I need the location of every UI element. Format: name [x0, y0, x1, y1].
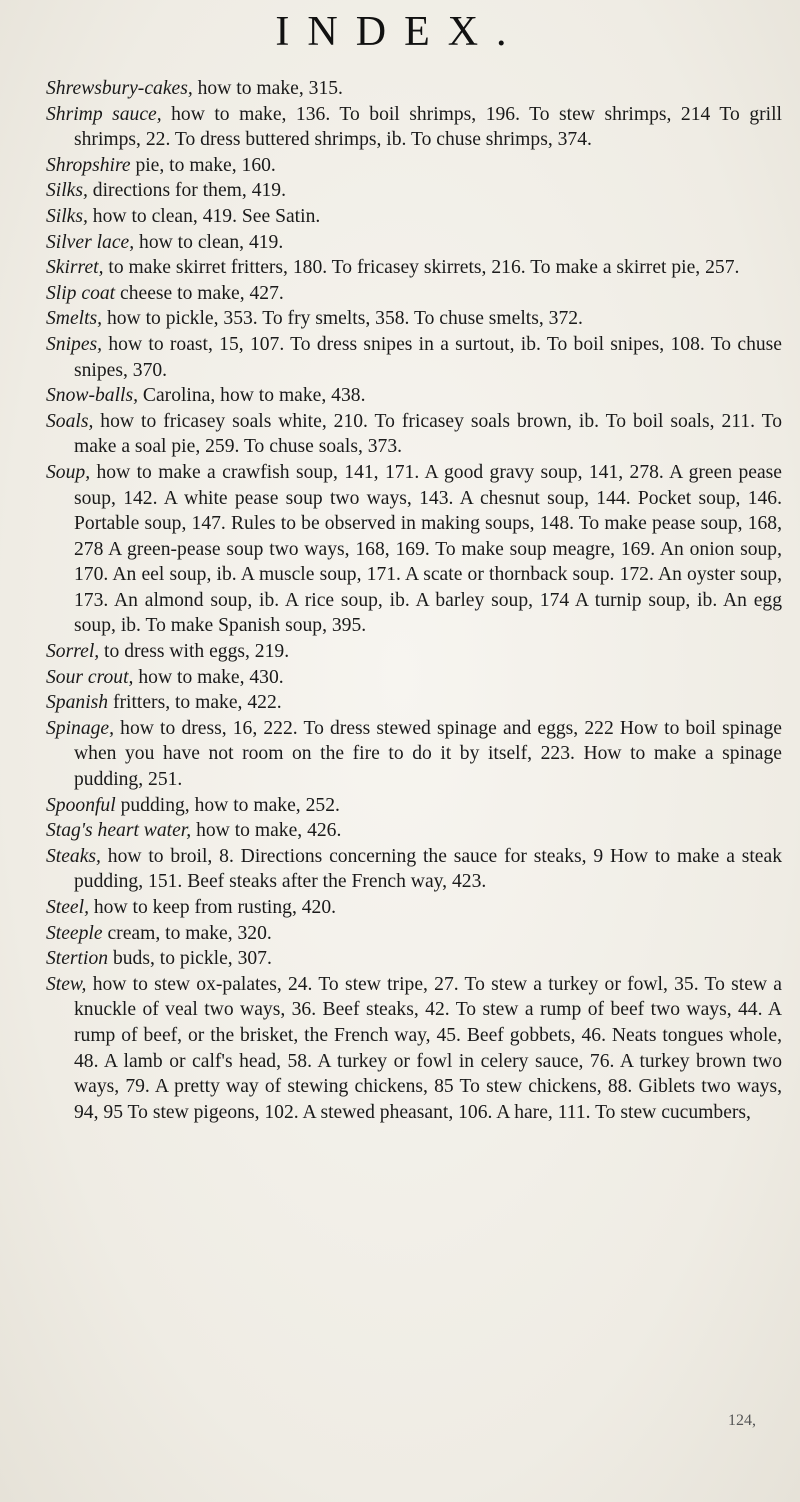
entry-text: how to make, 315.	[192, 78, 343, 99]
entry-heading: Smelts,	[46, 308, 103, 330]
entry-text: how to pickle, 353. To fry smelts, 358. To chuse smelts, 372.	[102, 308, 583, 330]
entry-text: to dress with eggs, 219.	[99, 641, 290, 663]
index-entry	[46, 639, 782, 665]
entry-heading: Shropshire	[46, 154, 131, 176]
index-entry	[46, 332, 782, 383]
entry-heading: Spoonful	[46, 794, 116, 816]
page-header: INDEX.	[275, 9, 525, 55]
index-entry	[46, 921, 782, 947]
entry-heading: Stag's heart water,	[46, 820, 192, 842]
entry-heading: Steaks,	[46, 845, 101, 867]
entry-heading: Slip coat	[46, 282, 116, 304]
entry-text: how to keep from rusting, 420.	[88, 897, 337, 918]
index-entry	[46, 102, 782, 153]
entry-heading: Spanish	[46, 692, 109, 714]
entry-heading: Sour crout,	[46, 666, 134, 688]
index-entry	[46, 281, 782, 307]
entry-text: buds, to pickle, 307.	[108, 948, 272, 970]
index-entry	[46, 153, 782, 179]
entry-heading: Silks,	[46, 205, 88, 227]
index-entry	[46, 255, 782, 281]
entry-heading: Skirret,	[46, 257, 104, 279]
index-entry	[46, 204, 782, 230]
entry-text: how to make, 426.	[191, 820, 342, 842]
entry-text: directions for them, 419.	[87, 180, 286, 202]
entry-heading: Snow-balls,	[46, 385, 138, 407]
entry-text: how to make, 136. To boil shrimps, 196. To stew shrimps, 214 To grill shrimps, 22. To dress buttered shrimps, ib. To chuse shrimps, 374.	[74, 103, 782, 151]
entry-text: how to clean, 419. See Satin.	[87, 205, 321, 227]
entry-heading: Steel,	[46, 897, 89, 918]
entry-text: cheese to make, 427.	[115, 282, 284, 304]
index-entry	[46, 230, 782, 256]
entry-text: Carolina, how to make, 438.	[138, 385, 366, 407]
entry-text: how to make, 430.	[133, 666, 284, 688]
entry-heading: Spinage,	[46, 717, 115, 739]
index-entry	[46, 716, 782, 793]
index-entry	[46, 178, 782, 204]
entry-heading: Soup,	[46, 461, 91, 483]
index-entry	[46, 383, 782, 409]
entry-text: to make skirret fritters, 180. To fricasey skirrets, 216. To make a skirret pie, 257.	[103, 257, 740, 279]
index-entry	[46, 844, 782, 895]
entry-heading: Steeple	[46, 922, 103, 944]
entry-heading: Sorrel,	[46, 641, 100, 663]
index-entry	[46, 306, 782, 332]
entry-text: how to clean, 419.	[134, 231, 284, 253]
entry-heading: Soals,	[46, 410, 94, 432]
index-entry	[46, 895, 782, 921]
entry-heading: Silver lace,	[46, 231, 135, 253]
entry-text: how to roast, 15, 107. To dress snipes in a surtout, ib. To boil snipes, 108. To chuse snipes, 370.	[74, 333, 782, 381]
entry-text: how to dress, 16, 222. To dress stewed spinage and eggs, 222 How to boil spinage when you have not room on the fire to do it by itself, 223. How to make a spinage pudding, 251.	[74, 717, 782, 791]
entry-text: how to make a crawfish soup, 141, 171. A good gravy soup, 141, 278. A green pease soup, 142. A white pease soup two ways, 143. A chesnut soup, 144. Pocket soup, 146. Portable soup, 147. Rules to be observed in making soups, 148. To make pease soup, 168, 278 A green-pease soup two ways, 168, 169. To make soup meagre, 169. An onion soup, 170. An eel soup, ib. A muscle soup, 171. A scate or thornback soup. 172. An oyster soup, 173. An almond soup, ib. A rice soup, ib. A barley soup, 174 A turnip soup, ib. An egg soup, ib. To make Spanish soup, 395.	[74, 461, 782, 637]
entry-text: how to fricasey soals white, 210. To fricasey soals brown, ib. To boil soals, 211. To make a soal pie, 259. To chuse soals, 373.	[74, 410, 782, 458]
entry-text: pie, to make, 160.	[130, 154, 276, 176]
entry-text: pudding, how to make, 252.	[115, 794, 340, 816]
entry-heading: Stew,	[46, 973, 87, 995]
index-entry	[46, 818, 782, 844]
index-entry	[46, 972, 782, 1126]
entry-heading: Shrewsbury-cakes,	[46, 78, 193, 99]
index-entry	[46, 793, 782, 819]
index-entry	[46, 460, 782, 639]
index-entry	[46, 76, 782, 102]
entry-heading: Shrimp sauce,	[46, 103, 162, 125]
entry-heading: Silks,	[46, 180, 88, 202]
index-entry	[46, 665, 782, 691]
index-entry	[46, 946, 782, 972]
entry-text: how to stew ox-palates, 24. To stew tripe, 27. To stew a turkey or fowl, 35. To stew a knuckle of veal two ways, 36. Beef steaks, 42. To stew a rump of beef two ways, 44. A rump of beef, or the brisket, the French way, 45. Beef gobbets, 46. Neats tongues whole, 48. A lamb or calf's head, 58. A turkey or fowl in celery sauce, 76. A turkey brown two ways, 79. A pretty way of stewing chickens, 85 To stew chickens, 88. Giblets two ways, 94, 95 To stew pigeons, 102. A stewed pheasant, 106. A hare, 111. To stew cucumbers,	[74, 973, 782, 1123]
index-entries	[46, 76, 782, 1125]
entry-heading: Snipes,	[46, 333, 103, 355]
entry-text: fritters, to make, 422.	[108, 692, 282, 714]
entry-heading: Stertion	[46, 948, 109, 970]
index-entry	[46, 409, 782, 460]
index-entry	[46, 690, 782, 716]
catchword: 124,	[728, 1412, 756, 1429]
entry-text: cream, to make, 320.	[102, 922, 272, 944]
entry-text: how to broil, 8. Directions concerning the sauce for steaks, 9 How to make a steak pudding, 151. Beef steaks after the French way, 423.	[74, 845, 782, 893]
